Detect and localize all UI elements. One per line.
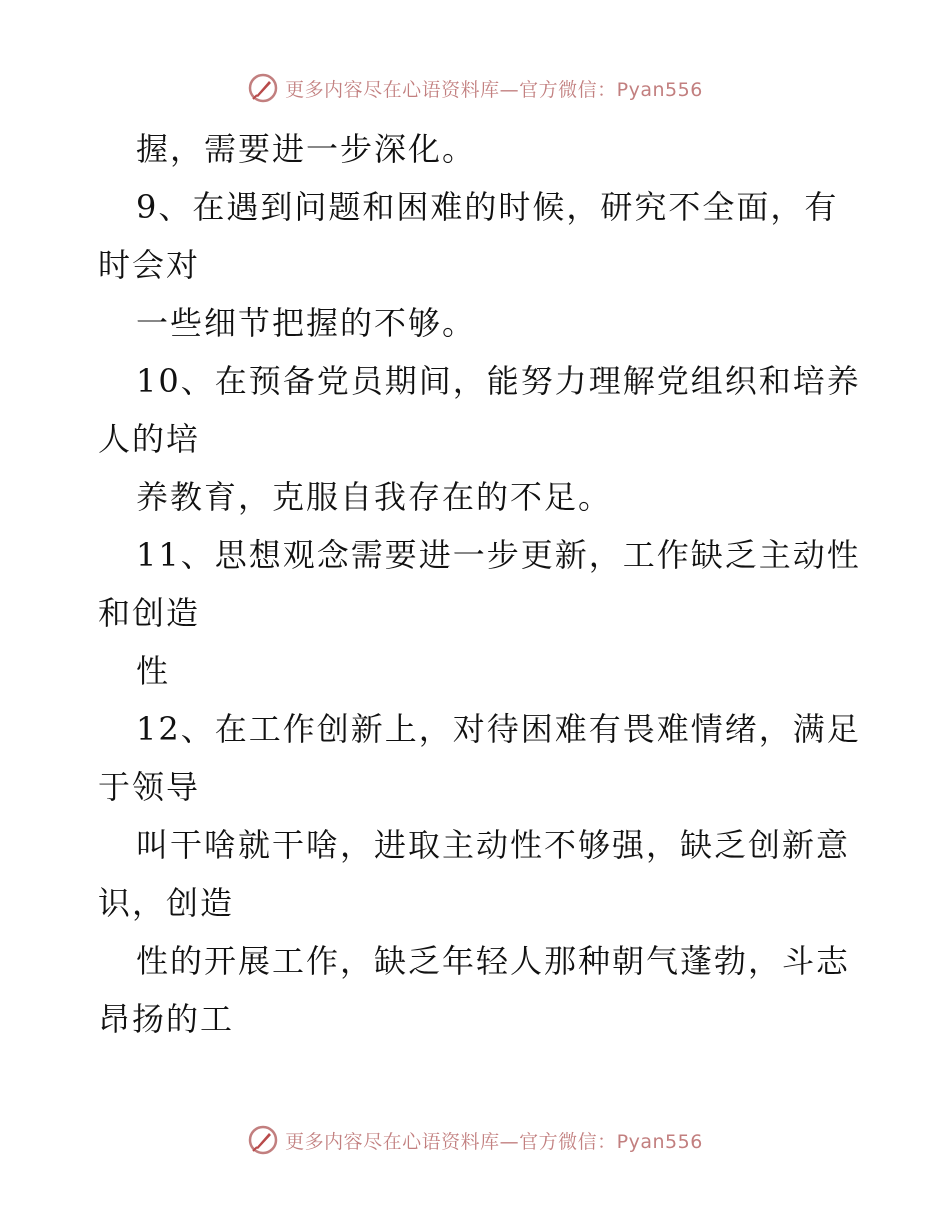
footer-watermark	[0, 1124, 950, 1156]
watermark-text: 更多内容尽在心语资料库—官方微信：Pyan556	[285, 1130, 703, 1153]
text-line: 性	[136, 652, 171, 690]
document-body	[98, 120, 861, 1048]
text-line: 11、思想观念需要进一步更新，工作缺乏主动性	[136, 536, 861, 574]
text-line: 和创造	[98, 594, 201, 632]
text-line: 识，创造	[98, 884, 235, 922]
text-line: 性的开展工作，缺乏年轻人那种朝气蓬勃，斗志	[136, 942, 851, 980]
text-line: 12、在工作创新上，对待困难有畏难情绪，满足	[136, 710, 861, 748]
text-line: 人的培	[98, 420, 201, 458]
text-line: 于领导	[98, 768, 201, 806]
text-line: 一些细节把握的不够。	[136, 304, 477, 342]
text-line: 昂扬的工	[98, 1000, 235, 1038]
quill-logo-icon	[247, 72, 279, 104]
header-watermark	[0, 72, 950, 104]
text-line: 时会对	[98, 246, 201, 284]
watermark-text: 更多内容尽在心语资料库—官方微信：Pyan556	[285, 78, 703, 101]
quill-logo-icon	[247, 1124, 279, 1156]
text-line: 养教育，克服自我存在的不足。	[136, 478, 613, 516]
text-line: 10、在预备党员期间，能努力理解党组织和培养	[136, 362, 861, 400]
text-line: 握，需要进一步深化。	[136, 130, 477, 168]
text-line: 叫干啥就干啥，进取主动性不够强，缺乏创新意	[136, 826, 851, 864]
text-line: 9、在遇到问题和困难的时候，研究不全面，有	[136, 188, 839, 226]
